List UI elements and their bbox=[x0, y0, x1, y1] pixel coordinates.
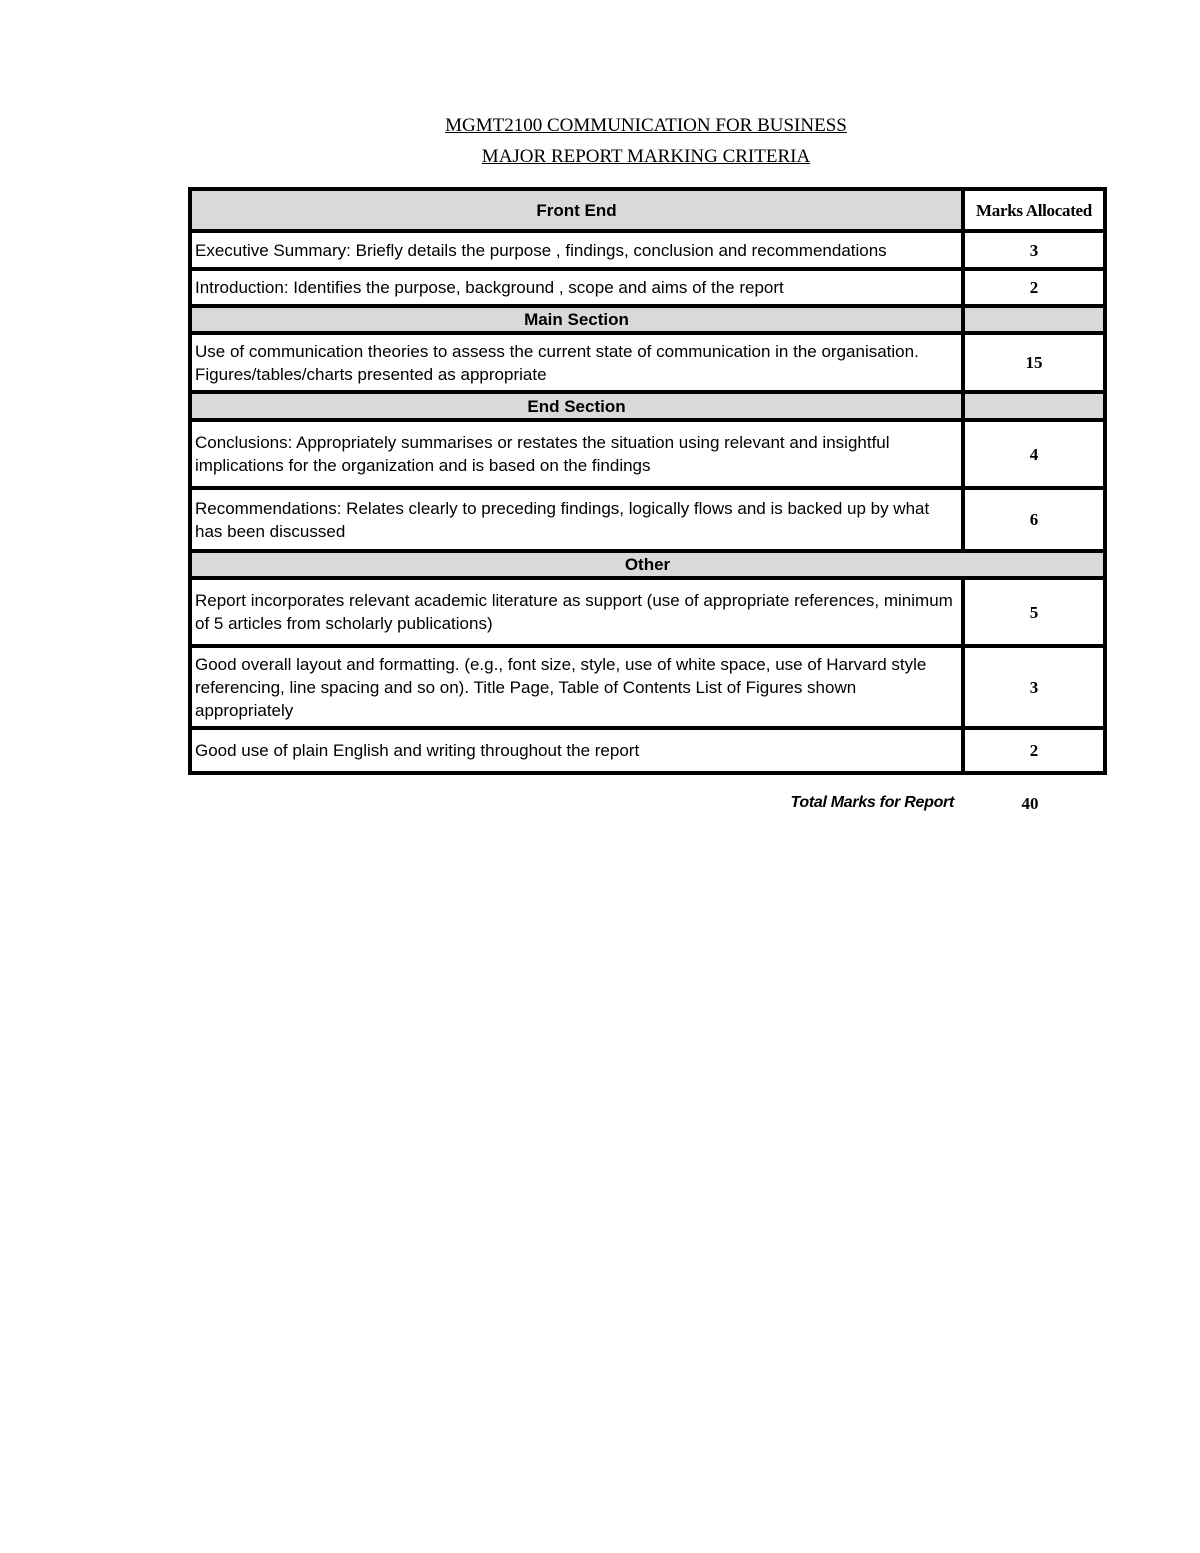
table-row bbox=[190, 728, 1105, 773]
marks-recommendations: 6 bbox=[963, 488, 1105, 551]
table-row bbox=[190, 578, 1105, 646]
end-section-header: End Section bbox=[190, 392, 963, 420]
criterion-plain-english: Good use of plain English and writing throughout the report bbox=[190, 728, 963, 773]
criterion-academic-literature: Report incorporates relevant academic literature as support (use of appropriate references, minimum of 5 articles from scholarly publications) bbox=[190, 578, 963, 646]
marking-criteria-table bbox=[188, 187, 1107, 775]
end-section-marks-blank bbox=[963, 392, 1105, 420]
table-row bbox=[190, 420, 1105, 488]
marks-conclusions: 4 bbox=[963, 420, 1105, 488]
criterion-introduction: Introduction: Identifies the purpose, background , scope and aims of the report bbox=[190, 269, 963, 306]
criterion-communication-theories: Use of communication theories to assess the current state of communication in the organisation. Figures/tables/charts presented as appropriate bbox=[190, 333, 963, 392]
marks-layout-formatting: 3 bbox=[963, 646, 1105, 728]
criterion-executive-summary: Executive Summary: Briefly details the purpose , findings, conclusion and recommendations bbox=[190, 231, 963, 269]
table-row bbox=[190, 333, 1105, 392]
section-row bbox=[190, 551, 1105, 578]
marks-communication-theories: 15 bbox=[963, 333, 1105, 392]
criterion-conclusions: Conclusions: Appropriately summarises or restates the situation using relevant and insightful implications for the organization and is based on the findings bbox=[190, 420, 963, 488]
section-row bbox=[190, 306, 1105, 333]
marks-executive-summary: 3 bbox=[963, 231, 1105, 269]
total-marks-label: Total Marks for Report bbox=[790, 794, 954, 811]
table-header-row bbox=[190, 189, 1105, 231]
criterion-recommendations: Recommendations: Relates clearly to preceding findings, logically flows and is backed up by what has been discussed bbox=[190, 488, 963, 551]
table-row bbox=[190, 646, 1105, 728]
other-section-header: Other bbox=[190, 551, 1105, 578]
marks-plain-english: 2 bbox=[963, 728, 1105, 773]
total-marks-value: 40 bbox=[1021, 794, 1039, 813]
table-row bbox=[190, 231, 1105, 269]
main-section-marks-blank bbox=[963, 306, 1105, 333]
table-row bbox=[190, 488, 1105, 551]
marks-introduction: 2 bbox=[963, 269, 1105, 306]
main-section-header: Main Section bbox=[190, 306, 963, 333]
marks-allocated-header: Marks Allocated bbox=[963, 189, 1105, 231]
criterion-layout-formatting: Good overall layout and formatting. (e.g., font size, style, use of white space, use of Harvard style referencing, line spacing and so on). Title Page, Table of Contents List of Figures shown appropriately bbox=[190, 646, 963, 728]
document-subtitle: MAJOR REPORT MARKING CRITERIA bbox=[481, 146, 811, 167]
marks-academic-literature: 5 bbox=[963, 578, 1105, 646]
front-end-header: Front End bbox=[190, 189, 963, 231]
table-row bbox=[190, 269, 1105, 306]
section-row bbox=[190, 392, 1105, 420]
document-title: MGMT2100 COMMUNICATION FOR BUSINESS bbox=[445, 115, 847, 136]
